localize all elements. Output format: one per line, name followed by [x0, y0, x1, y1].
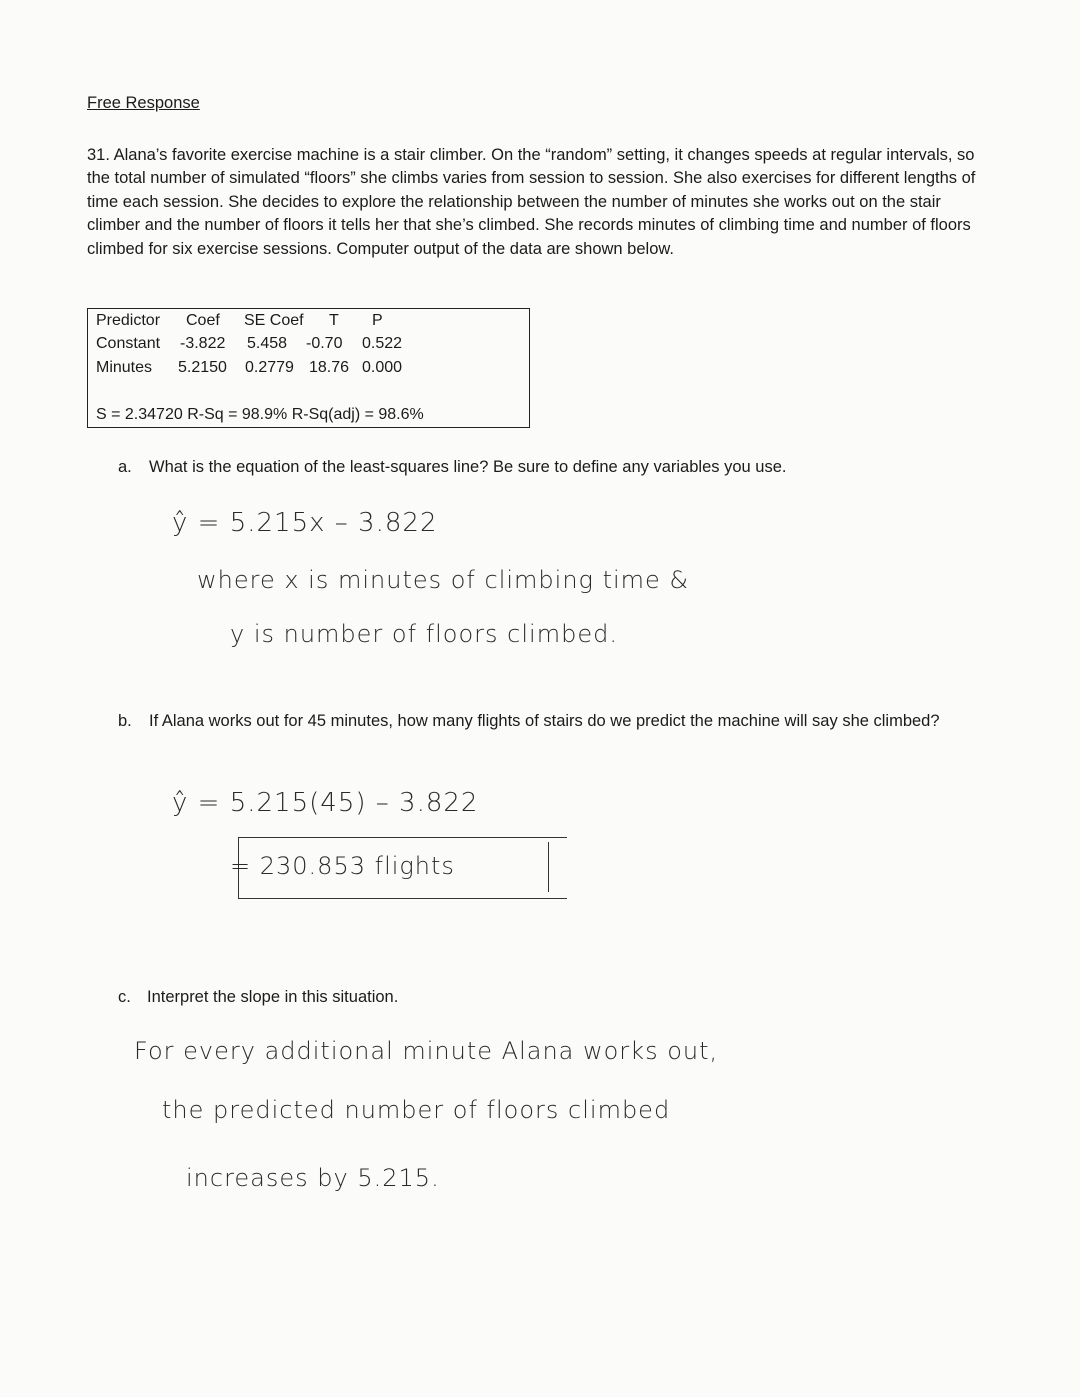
question-b: [118, 710, 958, 760]
row-constant-p: 0.522: [362, 335, 403, 352]
answer-c-line-3: increases by 5.215.: [186, 1164, 440, 1192]
question-b-letter: b.: [118, 712, 132, 730]
row-minutes-label: Minutes: [96, 359, 153, 376]
question-c-text: Interpret the slope in this situation.: [147, 988, 399, 1006]
header-se-coef: SE Coef: [244, 312, 304, 329]
header-t: T: [329, 312, 339, 329]
question-c-letter: c.: [118, 988, 131, 1006]
row-minutes-t: 18.76: [309, 359, 350, 376]
row-constant-se: 5.458: [247, 335, 288, 352]
boxed-answer-frame-right: [548, 842, 550, 892]
row-constant-t: -0.70: [306, 335, 343, 352]
row-constant-coef: -3.822: [180, 335, 226, 352]
question-a-letter: a.: [118, 458, 132, 476]
answer-a-line-2: where x is minutes of climbing time &: [197, 566, 690, 594]
summary-stats: S = 2.34720 R-Sq = 98.9% R-Sq(adj) = 98.6%: [96, 406, 424, 423]
answer-a-line-1: ŷ = 5.215x – 3.822: [172, 508, 438, 538]
question-b-text: If Alana works out for 45 minutes, how many flights of stairs do we predict the machine will say she climbed?: [149, 712, 940, 730]
row-minutes-coef: 5.2150: [178, 359, 227, 376]
header-coef: Coef: [186, 312, 220, 329]
answer-b-line-2: = 230.853 flights: [230, 852, 455, 880]
problem-statement: 31. Alana’s favorite exercise machine is a stair climber. On the “random” setting, it changes speeds at regular intervals, so the total number of simulated “floors” she climbs varies from session to session. She also exercises for different lengths of time each session. She decides to explore the relationship between the number of minutes she works out on the stair climber and the number of floors it tells her that she’s climbed. She records minutes of climbing time and number of floors climbed for six exercise sessions. Computer output of the data are shown below.: [87, 146, 976, 258]
section-heading: Free Response: [87, 94, 200, 112]
header-predictor: Predictor: [96, 312, 161, 329]
row-minutes-p: 0.000: [362, 359, 403, 376]
row-minutes-se: 0.2779: [245, 359, 294, 376]
header-p: P: [372, 312, 383, 329]
answer-b-line-1: ŷ = 5.215(45) – 3.822: [172, 788, 479, 818]
answer-c-line-1: For every additional minute Alana works out,: [134, 1037, 719, 1065]
table-summary-row: [96, 406, 424, 460]
row-constant-label: Constant: [96, 335, 161, 352]
answer-c-line-2: the predicted number of floors climbed: [162, 1096, 671, 1124]
answer-a-line-3: y is number of floors climbed.: [230, 620, 618, 648]
regression-output-table: [87, 308, 530, 428]
question-a-text: What is the equation of the least-squares line? Be sure to define any variables you use.: [149, 458, 787, 476]
